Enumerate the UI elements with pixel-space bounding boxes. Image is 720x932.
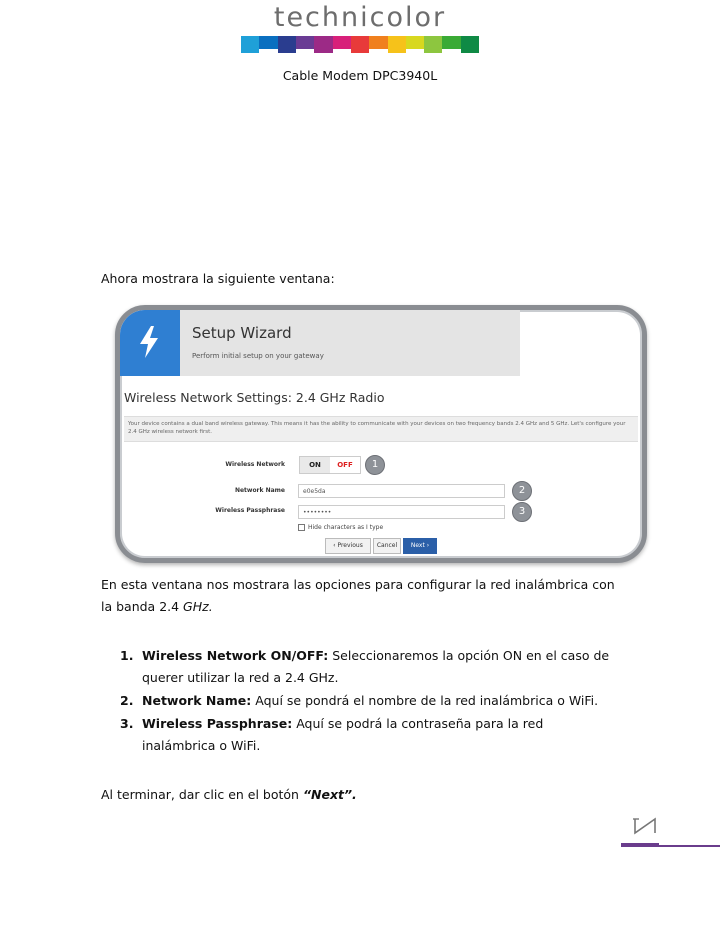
brand-color-bar [241, 36, 479, 53]
list-text: Aquí se pondrá el nombre de la red inalámbrica o WiFi. [251, 693, 599, 708]
list-item [120, 713, 620, 757]
wizard-title: Setup Wizard [192, 324, 292, 342]
toggle-on[interactable]: ON [300, 457, 330, 473]
hide-characters-row[interactable] [298, 524, 383, 531]
brand-color-block [442, 36, 460, 49]
brand-color-block [314, 36, 332, 53]
brand-logo-text: technicolor [273, 2, 447, 33]
brand-color-block [424, 36, 442, 53]
network-name-field[interactable]: e0e5da [298, 484, 505, 498]
list-item [120, 645, 620, 689]
wizard-header [120, 310, 520, 376]
brand-color-block [369, 36, 387, 49]
passphrase-label: Wireless Passphrase [215, 507, 285, 514]
setup-wizard-screenshot [115, 305, 647, 563]
hide-characters-label: Hide characters as I type [308, 524, 384, 531]
list-term: Wireless Passphrase: [142, 716, 293, 731]
brand-color-block [296, 36, 314, 49]
description-text: En esta ventana nos mostrara las opciones para configurar la red inalámbrica con la banda 2.4 [101, 577, 615, 614]
lightning-icon [138, 326, 160, 358]
marker-3: 3 [512, 502, 532, 522]
final-paragraph [101, 784, 357, 806]
brand-color-block [259, 36, 277, 49]
settings-list [120, 645, 620, 758]
hide-characters-checkbox[interactable] [298, 524, 305, 531]
list-number: 2. [120, 693, 134, 708]
list-term: Wireless Network ON/OFF: [142, 648, 329, 663]
brand-color-block [241, 36, 259, 53]
network-name-label: Network Name [234, 487, 285, 494]
wizard-subtitle: Perform initial setup on your gateway [192, 352, 324, 360]
wireless-toggle[interactable] [299, 456, 361, 474]
section-title: Wireless Network Settings: 2.4 GHz Radio [124, 390, 385, 405]
brand-color-block [461, 36, 479, 53]
brand-color-block [351, 36, 369, 53]
description-paragraph [101, 574, 621, 618]
marker-2: 2 [512, 481, 532, 501]
next-button[interactable]: Next › [403, 538, 437, 554]
document-subtitle: Cable Modem DPC3940L [282, 68, 438, 83]
final-emphasis: “Next”. [302, 787, 357, 802]
description-unit: GHz. [183, 599, 213, 614]
list-text: Aquí se podrá la contraseña para la red inalámbrica o WiFi. [142, 716, 544, 753]
brand-color-block [278, 36, 296, 53]
footer-line-accent [621, 843, 659, 847]
list-number: 1. [120, 648, 134, 663]
info-band: Your device contains a dual band wireless gateway. This means it has the ability to communicate with your devices on two frequency bands 2.4 GHz and 5 GHz. Let's configure your 2.4 GHz wireless network first. [124, 416, 638, 442]
marker-1: 1 [365, 455, 385, 475]
wireless-network-label: Wireless Network [225, 461, 285, 468]
list-item [120, 690, 620, 712]
wizard-icon-tile [120, 310, 180, 376]
brand-color-block [406, 36, 424, 49]
intro-paragraph: Ahora mostrara la siguiente ventana: [101, 271, 335, 286]
brand-color-block [388, 36, 406, 53]
final-text: Al terminar, dar clic en el botón [101, 787, 303, 802]
footer-logo-icon [633, 817, 659, 835]
list-term: Network Name: [142, 693, 252, 708]
passphrase-field[interactable]: •••••••• [298, 505, 505, 519]
list-text: Seleccionaremos la opción ON en el caso de querer utilizar la red a 2.4 GHz. [142, 648, 610, 685]
toggle-off[interactable]: OFF [337, 461, 353, 469]
list-number: 3. [120, 716, 134, 731]
brand-color-block [333, 36, 351, 49]
cancel-button[interactable]: Cancel [373, 538, 401, 554]
previous-button[interactable]: ‹ Previous [325, 538, 371, 554]
